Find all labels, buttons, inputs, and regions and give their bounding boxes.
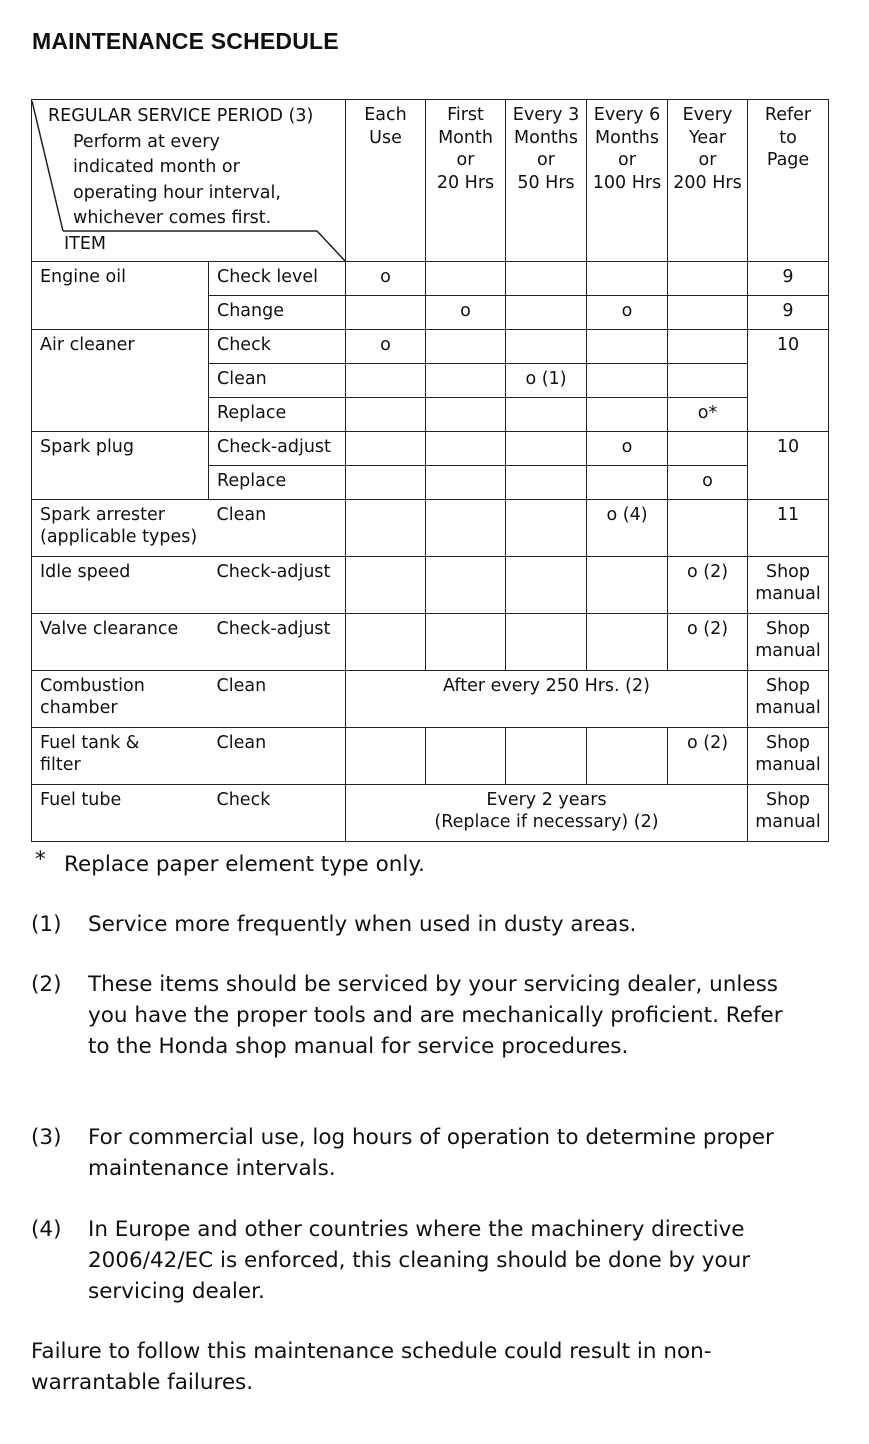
header-item-label: ITEM <box>64 234 107 254</box>
item-line: Fuel tank & <box>40 733 140 753</box>
asterisk-symbol: * <box>35 847 46 872</box>
mark-cell <box>346 728 426 785</box>
header-line: 50 Hrs <box>517 172 575 193</box>
mark-cell <box>668 330 748 364</box>
mark-cell <box>668 500 748 557</box>
footnote-text: Service more frequently when used in dusty areas. <box>88 912 637 937</box>
mark-cell: o <box>346 330 426 364</box>
interval-note: After every 250 Hrs. (2) <box>346 671 748 728</box>
ref-cell <box>748 728 829 785</box>
header-line: Each <box>364 105 407 125</box>
closing-statement: Failure to follow this maintenance schedule could result in non-warrantable failures. <box>31 1339 712 1395</box>
header-each-use <box>346 100 426 262</box>
ref-line: Shop <box>765 676 810 696</box>
mark-cell <box>506 432 587 466</box>
item-line: Spark arrester <box>40 505 165 525</box>
mark-cell <box>346 364 426 398</box>
ref-cell: 11 <box>748 500 829 557</box>
header-line: or <box>537 150 555 170</box>
mark-cell: o <box>587 296 668 330</box>
mark-cell <box>426 557 506 614</box>
header-every-3-months <box>506 100 587 262</box>
interval-line: (Replace if necessary) (2) <box>434 812 659 832</box>
header-period-line: Perform at every <box>73 131 220 152</box>
ref-cell <box>748 785 829 842</box>
header-line: Every <box>682 105 733 125</box>
header-line: Months <box>514 127 578 148</box>
item-spark-arrester <box>32 500 209 557</box>
ref-line: manual <box>755 812 821 832</box>
header-period-text <box>48 104 313 232</box>
header-line: or <box>698 150 717 170</box>
header-every-year <box>668 100 748 262</box>
mark-cell: o (1) <box>506 364 587 398</box>
mark-cell <box>346 466 426 500</box>
item-line: (applicable types) <box>40 527 198 547</box>
item-line: filter <box>40 755 81 775</box>
action-cell: Clean <box>209 728 346 785</box>
header-line: 20 Hrs <box>436 172 495 193</box>
header-line: Year <box>688 127 727 148</box>
header-line: or <box>456 150 475 170</box>
table-row <box>32 785 829 842</box>
ref-line: Shop <box>765 562 810 582</box>
ref-line: manual <box>755 755 821 775</box>
header-refer-to-page <box>748 100 829 262</box>
action-cell: Change <box>209 296 346 330</box>
ref-line: Shop <box>765 790 810 810</box>
mark-cell <box>426 614 506 671</box>
header-line: Months <box>595 127 659 148</box>
ref-cell <box>748 557 829 614</box>
item-fuel-tube: Fuel tube <box>32 785 209 842</box>
mark-cell <box>506 398 587 432</box>
mark-cell <box>426 728 506 785</box>
ref-line: Shop <box>765 619 810 639</box>
action-cell: Replace <box>209 398 346 432</box>
item-spark-plug: Spark plug <box>32 432 209 500</box>
footnote-text: For commercial use, log hours of operation to determine proper maintenance intervals. <box>88 1125 774 1181</box>
ref-cell <box>748 614 829 671</box>
header-every-6-months <box>587 100 668 262</box>
action-cell: Clean <box>209 500 346 557</box>
item-line: chamber <box>40 698 118 718</box>
mark-cell <box>346 557 426 614</box>
mark-cell <box>506 500 587 557</box>
mark-cell <box>668 296 748 330</box>
item-line: Combustion <box>40 676 145 696</box>
header-line: 200 Hrs <box>673 172 742 193</box>
action-cell: Check level <box>209 262 346 296</box>
table-row <box>32 432 829 466</box>
ref-line: manual <box>755 698 821 718</box>
action-cell: Check-adjust <box>209 614 346 671</box>
ref-cell: 9 <box>748 262 829 296</box>
action-cell: Check-adjust <box>209 432 346 466</box>
header-line: 100 Hrs <box>592 172 662 193</box>
header-period-cell <box>32 100 346 262</box>
header-line: Refer <box>764 105 812 125</box>
action-cell: Clean <box>209 364 346 398</box>
mark-cell <box>426 330 506 364</box>
mark-cell <box>587 398 668 432</box>
action-cell: Check <box>209 330 346 364</box>
header-first-month <box>426 100 506 262</box>
mark-cell <box>587 364 668 398</box>
maintenance-schedule-table <box>31 99 829 842</box>
mark-cell <box>426 466 506 500</box>
footnote-number: (3) <box>31 1125 62 1150</box>
mark-cell <box>346 296 426 330</box>
header-period-line: operating hour interval, <box>73 182 281 203</box>
table-row <box>32 500 829 557</box>
mark-cell <box>587 330 668 364</box>
action-cell: Clean <box>209 671 346 728</box>
item-fuel-tank-filter <box>32 728 209 785</box>
mark-cell: o (4) <box>587 500 668 557</box>
mark-cell <box>668 262 748 296</box>
table-row <box>32 671 829 728</box>
item-engine-oil: Engine oil <box>32 262 209 330</box>
footnote-number: (4) <box>31 1217 62 1242</box>
mark-cell <box>506 466 587 500</box>
mark-cell <box>426 398 506 432</box>
item-combustion-chamber <box>32 671 209 728</box>
mark-cell: o (2) <box>668 557 748 614</box>
page-title: MAINTENANCE SCHEDULE <box>32 28 339 54</box>
mark-cell <box>346 614 426 671</box>
mark-cell <box>587 262 668 296</box>
table-row <box>32 330 829 364</box>
item-valve-clearance: Valve clearance <box>32 614 209 671</box>
header-line: or <box>618 150 636 170</box>
mark-cell <box>506 614 587 671</box>
ref-cell: 10 <box>748 432 829 500</box>
mark-cell: o <box>346 262 426 296</box>
table-row <box>32 262 829 296</box>
ref-line: Shop <box>765 733 810 753</box>
mark-cell <box>587 557 668 614</box>
asterisk-note-text: Replace paper element type only. <box>64 852 425 877</box>
interval-line: Every 2 years <box>486 790 607 810</box>
mark-cell <box>506 728 587 785</box>
mark-cell <box>587 728 668 785</box>
mark-cell: o <box>668 466 748 500</box>
mark-cell <box>346 432 426 466</box>
header-line: First <box>447 105 484 125</box>
header-line: Use <box>369 127 402 148</box>
action-cell: Check <box>209 785 346 842</box>
header-line: Every 6 <box>593 105 661 125</box>
footnote-number: (1) <box>31 912 62 937</box>
mark-cell <box>346 500 426 557</box>
footnote-text: In Europe and other countries where the machinery directive 2006/42/EC is enforced, this cleaning should be done by your servicing dealer. <box>88 1217 751 1304</box>
header-line: Month <box>438 127 493 148</box>
mark-cell: o (2) <box>668 614 748 671</box>
mark-cell: o* <box>668 398 748 432</box>
header-line: to <box>779 127 797 148</box>
table-row <box>32 557 829 614</box>
mark-cell <box>587 614 668 671</box>
footnote-number: (2) <box>31 972 62 997</box>
ref-cell: 9 <box>748 296 829 330</box>
ref-line: manual <box>755 641 821 661</box>
mark-cell <box>506 296 587 330</box>
mark-cell <box>426 262 506 296</box>
ref-line: manual <box>755 584 821 604</box>
action-cell: Check-adjust <box>209 557 346 614</box>
mark-cell <box>587 466 668 500</box>
mark-cell: o (2) <box>668 728 748 785</box>
mark-cell <box>668 432 748 466</box>
mark-cell <box>506 262 587 296</box>
footnote-text: These items should be serviced by your servicing dealer, unless you have the proper tools and are mechanically proficient. Refer to the Honda shop manual for service procedures. <box>88 972 783 1059</box>
item-idle-speed: Idle speed <box>32 557 209 614</box>
action-cell: Replace <box>209 466 346 500</box>
table-row <box>32 728 829 785</box>
interval-note <box>346 785 748 842</box>
mark-cell <box>426 500 506 557</box>
ref-cell <box>748 671 829 728</box>
header-period-line: REGULAR SERVICE PERIOD (3) <box>48 106 314 126</box>
ref-cell: 10 <box>748 330 829 432</box>
mark-cell: o <box>426 296 506 330</box>
header-line: Every 3 <box>512 105 580 125</box>
mark-cell: o <box>587 432 668 466</box>
item-air-cleaner: Air cleaner <box>32 330 209 432</box>
mark-cell <box>426 432 506 466</box>
header-period-line: indicated month or <box>73 157 240 177</box>
header-period-line: whichever comes first. <box>73 208 272 228</box>
mark-cell <box>426 364 506 398</box>
table-row <box>32 614 829 671</box>
mark-cell <box>668 364 748 398</box>
header-line: Page <box>766 150 810 170</box>
mark-cell <box>506 557 587 614</box>
mark-cell <box>346 398 426 432</box>
mark-cell <box>506 330 587 364</box>
